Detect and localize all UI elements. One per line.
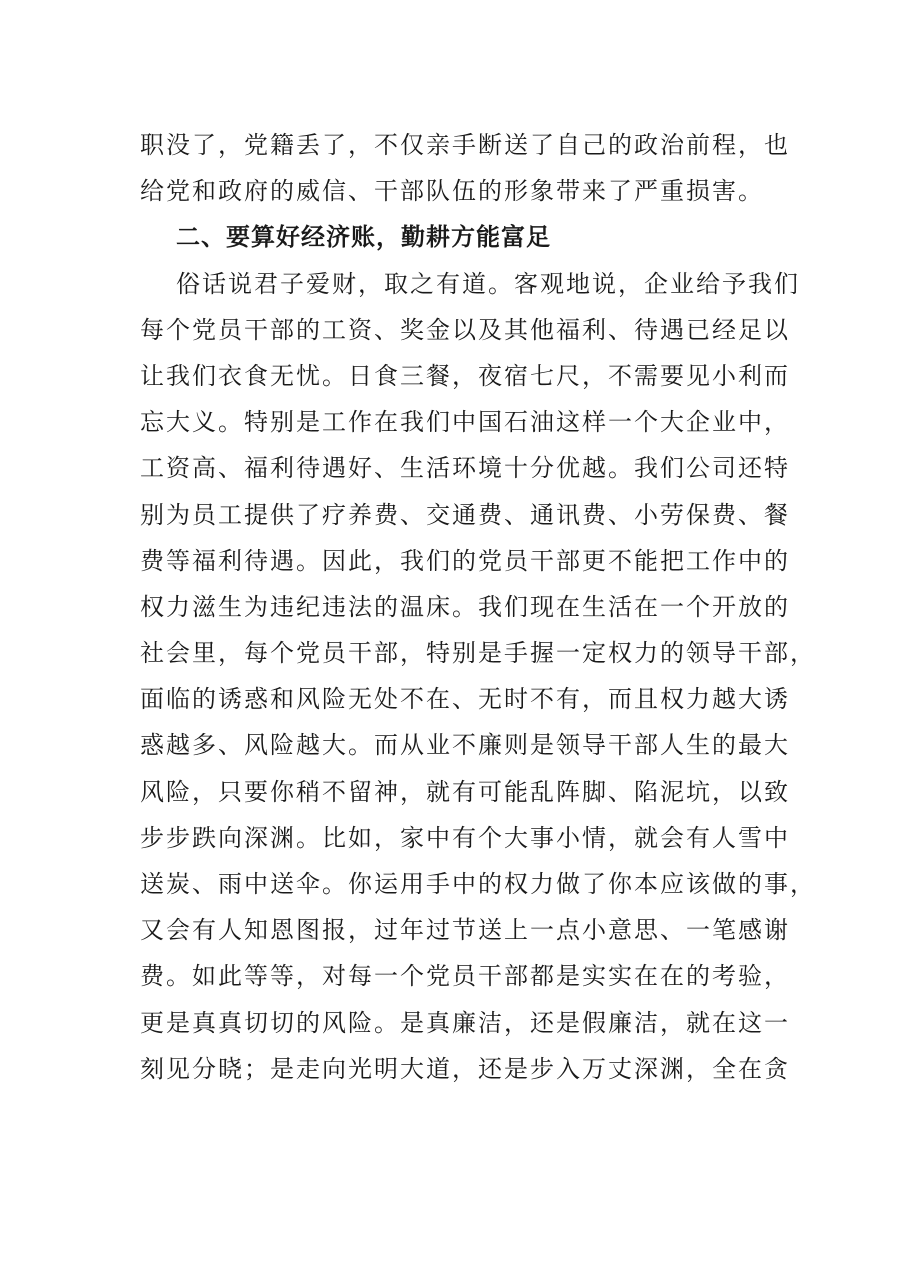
body-line: 面临的诱惑和风险无处不在、无时不有，而且权力越大诱 [140, 685, 790, 714]
body-line: 每个党员干部的工资、奖金以及其他福利、待遇已经足以 [140, 315, 790, 344]
body-line: 别为员工提供了疗养费、交通费、通讯费、小劳保费、餐 [140, 500, 790, 529]
body-line: 社会里，每个党员干部，特别是手握一定权力的领导干部， [140, 639, 816, 668]
body-line: 工资高、福利待遇好、生活环境十分优越。我们公司还特 [140, 454, 790, 483]
section-heading: 二、要算好经济账，勤耕方能富足 [176, 223, 551, 252]
body-line: 更是真真切切的风险。是真廉洁，还是假廉洁，就在这一 [140, 1008, 790, 1037]
body-line: 忘大义。特别是工作在我们中国石油这样一个大企业中， [140, 408, 790, 437]
body-line: 又会有人知恩图报，过年过节送上一点小意思、一笔感谢 [140, 916, 790, 945]
document-body [140, 122, 816, 1092]
paragraph-first-line: 俗话说君子爱财，取之有道。客观地说，企业给予我们 [176, 269, 800, 298]
body-line: 送炭、雨中送伞。你运用手中的权力做了你本应该做的事， [140, 870, 816, 898]
body-line: 让我们衣食无忧。日食三餐，夜宿七尺，不需要见小利而 [140, 361, 790, 390]
body-line: 费。如此等等，对每一个党员干部都是实实在在的考验， [140, 962, 790, 991]
body-line: 费等福利待遇。因此，我们的党员干部更不能把工作中的 [140, 546, 790, 575]
body-line: 权力滋生为违纪违法的温床。我们现在生活在一个开放的 [140, 592, 790, 621]
body-line: 给党和政府的威信、干部队伍的形象带来了严重损害。 [140, 177, 764, 206]
body-line: 步步跌向深渊。比如，家中有个大事小情，就会有人雪中 [140, 823, 790, 852]
body-line: 职没了，党籍丢了，不仅亲手断送了自己的政治前程，也 [140, 131, 790, 159]
body-line: 刻见分晓；是走向光明大道，还是步入万丈深渊，全在贪 [140, 1054, 790, 1083]
body-line: 风险，只要你稍不留神，就有可能乱阵脚、陷泥坑，以致 [140, 777, 790, 806]
body-line: 惑越多、风险越大。而从业不廉则是领导干部人生的最大 [140, 731, 790, 760]
